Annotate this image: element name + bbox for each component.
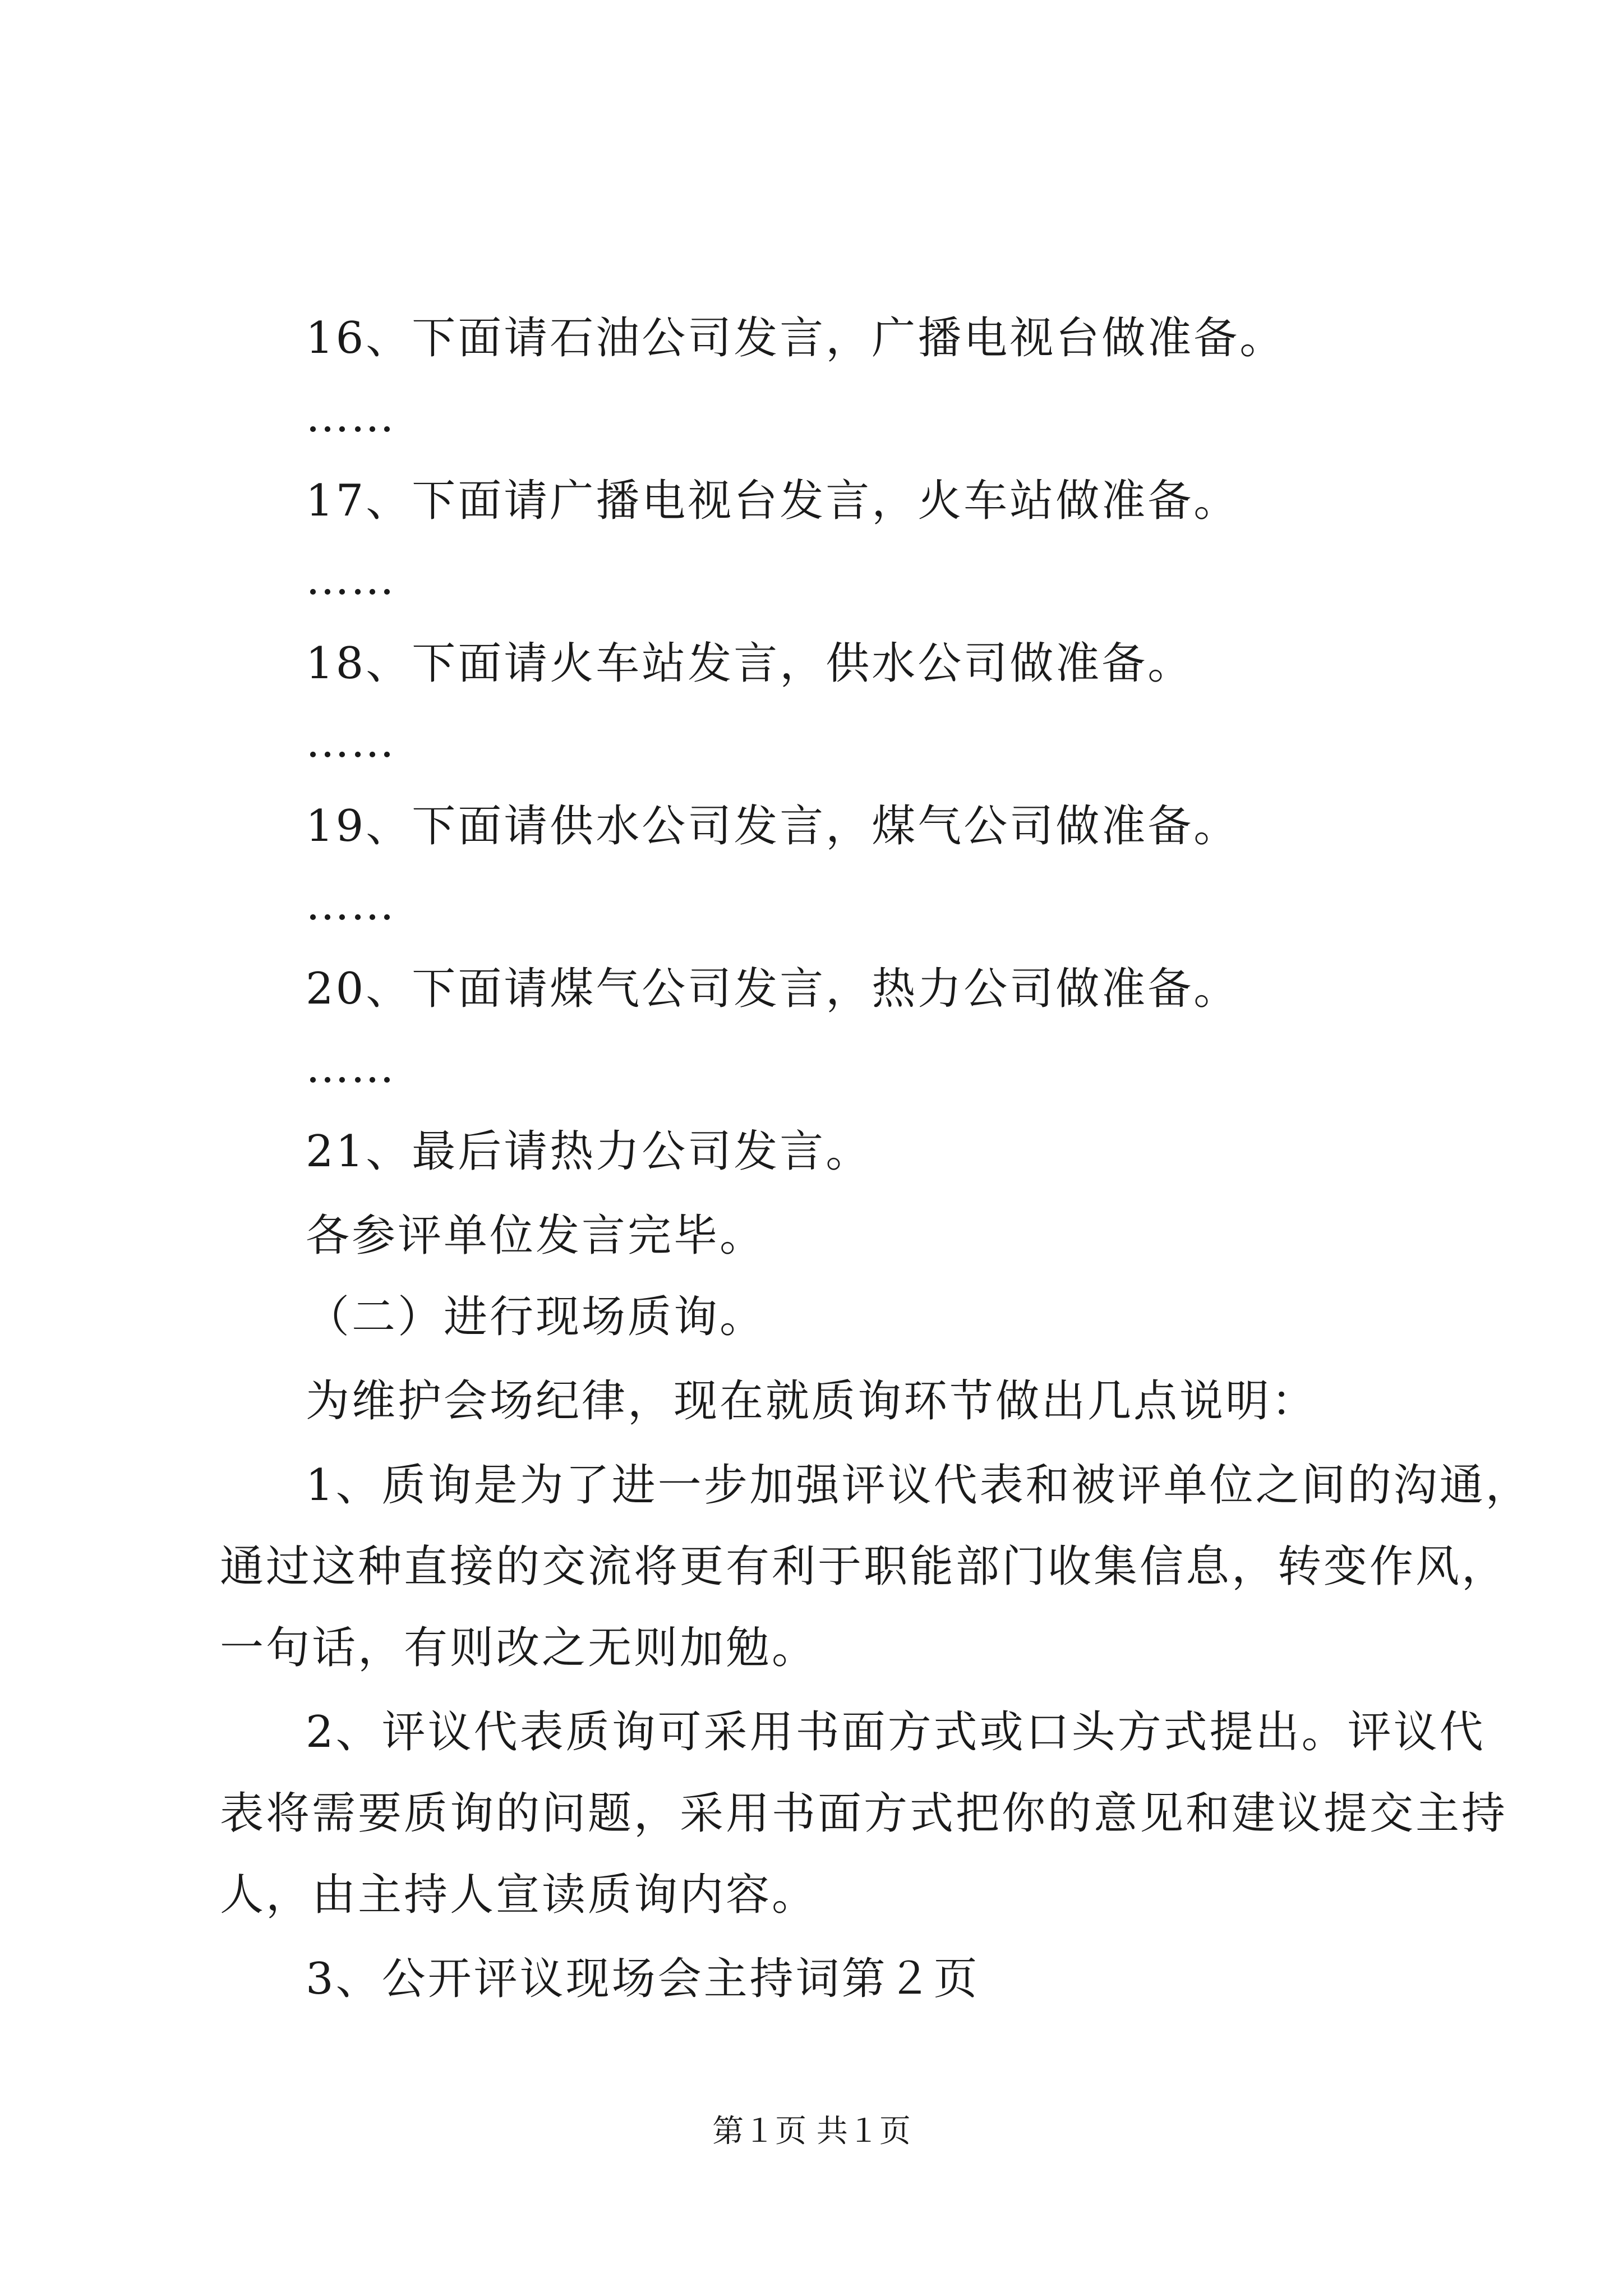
paragraph-1-line-2: 通过这种直接的交流将更有利于职能部门收集信息，转变作风， (220, 1542, 1508, 1592)
text-line-20: 20、下面请煤气公司发言，热力公司做准备。 (306, 964, 1240, 1014)
text-line-intro: 为维护会场纪律，现在就质询环节做出几点说明： (306, 1376, 1318, 1427)
text-line-18: 18、下面请火车站发言，供水公司做准备。 (306, 638, 1194, 689)
ellipsis-line: …… (306, 717, 395, 767)
paragraph-2-line-2: 表将需要质询的问题，采用书面方式把你的意见和建议提交主持 (220, 1788, 1508, 1839)
paragraph-1-line-3: 一句话，有则改之无则加勉。 (220, 1623, 818, 1673)
ellipsis-line: …… (306, 392, 395, 442)
paragraph-2-line-3: 人，由主持人宣读质询内容。 (220, 1870, 818, 1920)
section-heading: （二）进行现场质询。 (306, 1292, 766, 1342)
text-line-17: 17、下面请广播电视台发言，火车站做准备。 (306, 476, 1240, 526)
paragraph-2-line-1: 2、评议代表质询可采用书面方式或口头方式提出。评议代 (306, 1707, 1486, 1757)
text-line-completion: 各参评单位发言完毕。 (306, 1211, 766, 1261)
paragraph-3-line-1: 3、公开评议现场会主持词第２页 (306, 1954, 980, 2004)
ellipsis-line: …… (306, 880, 395, 930)
page-footer: 第１页 共１页 (712, 2113, 911, 2150)
ellipsis-line: …… (306, 554, 395, 605)
text-line-21: 21、最后请热力公司发言。 (306, 1126, 872, 1177)
ellipsis-line: …… (306, 1042, 395, 1093)
paragraph-1-line-1: 1、质询是为了进一步加强评议代表和被评单位之间的沟通， (306, 1460, 1532, 1511)
text-line-19: 19、下面请供水公司发言，煤气公司做准备。 (306, 801, 1240, 852)
text-line-16: 16、下面请石油公司发言，广播电视台做准备。 (306, 313, 1286, 364)
